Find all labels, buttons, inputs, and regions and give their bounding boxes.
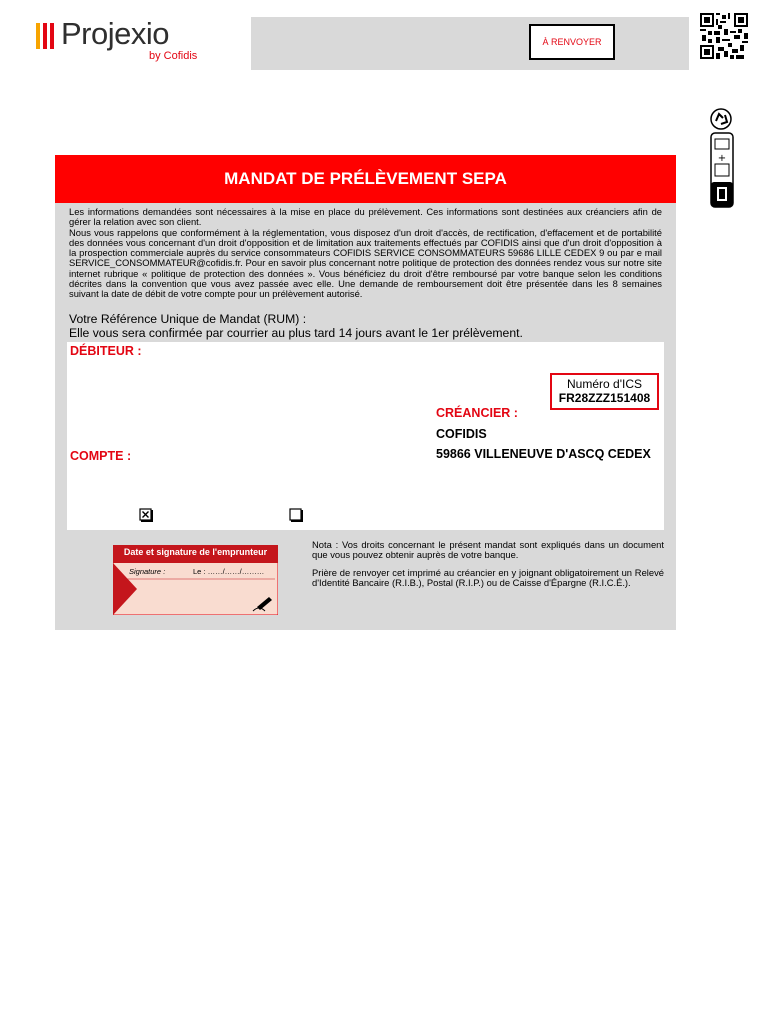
signature-title: Date et signature de l'emprunteur — [123, 547, 268, 557]
send-back-button[interactable]: À RENVOYER — [529, 24, 615, 60]
signature-label: Signature : — [129, 567, 166, 576]
account-label: COMPTE : — [70, 449, 132, 463]
sepa-mandate-form — [55, 155, 676, 630]
debtor-label: DÉBITEUR : — [70, 344, 142, 358]
rum-confirmation: Elle vous sera confirmée par courrier au plus tard 14 jours avant le 1er prélèvement. — [69, 326, 523, 340]
nota-paragraph: Nota : Vos droits concernant le présent mandat sont expliqués dans un document que vous pouvez obtenir auprès de votre banque. — [312, 539, 664, 561]
nota-paragraph: Prière de renvoyer cet imprimé au créancier en y joignant obligatoirement un Relevé d'Identité Bancaire (R.I.B.), Postal (R.I.P.) ou de Caisse d'Épargne (R.I.C.É.). — [312, 566, 664, 589]
logo-bars-icon — [36, 23, 58, 49]
creditor-address: 59866 VILLENEUVE D'ASCQ CEDEX — [436, 447, 651, 461]
creditor-name: COFIDIS — [436, 427, 487, 441]
date-label: Le : ……/……/……… — [193, 567, 265, 576]
form-title: MANDAT DE PRÉLÈVEMENT SEPA — [55, 155, 676, 203]
recycling-instructions-icon — [709, 108, 739, 208]
logo-text: Projexio — [61, 16, 169, 51]
logo-subtitle: by Cofidis — [149, 50, 198, 62]
info-paragraph: Les informations demandées sont nécessaires à la mise en place du prélèvement. Ces informations sont destinées aux créanciers afin de gérer la relation avec son client. — [69, 206, 662, 228]
nota-text — [312, 540, 664, 596]
ics-number: FR28ZZZ151408 — [558, 391, 651, 405]
info-paragraph: Nous vous rappelons que conformément à la réglementation, vous disposez d'un droit d'accès, de rectification, d'effacement et de portabilité des données vous concernant d'un droit d'opposition et de limitation aux traitements effectués par COFIDIS ainsi que d'un droit d'opposition à la prospection commerciale auprès du service consommateurs COFIDIS SERVICE CONSOMMATEURS 59686 LILLE CEDEX 9 ou par e mail SERVICE_CONSOMMATEUR@cofidis.fr. Pour en savoir plus concernant notre politique de protection des données rendez vous sur notre site internet rubrique « politique de protection des données ». Vous bénéficiez du droit d'être remboursé par votre banque selon les conditions décrites dans la convention que vous avez passée avec elle. Une demande de remboursement doit être présentée dans les 8 semaines suivant la date de débit de votre compte pour un prélèvement autorisé. — [69, 226, 662, 300]
qr-code-icon — [700, 13, 748, 59]
creditor-label: CRÉANCIER : — [436, 406, 518, 420]
info-text — [69, 207, 662, 300]
header-banner — [251, 17, 689, 70]
ics-label: Numéro d'ICS — [567, 377, 642, 391]
rum-section — [69, 312, 669, 340]
checked-checkbox-icon[interactable] — [139, 508, 153, 522]
mandate-details-box — [67, 342, 664, 530]
rum-label: Votre Référence Unique de Mandat (RUM) : — [69, 312, 307, 326]
ics-box — [550, 373, 659, 410]
empty-checkbox-icon[interactable] — [289, 508, 303, 522]
svg-text:+: + — [717, 153, 727, 164]
